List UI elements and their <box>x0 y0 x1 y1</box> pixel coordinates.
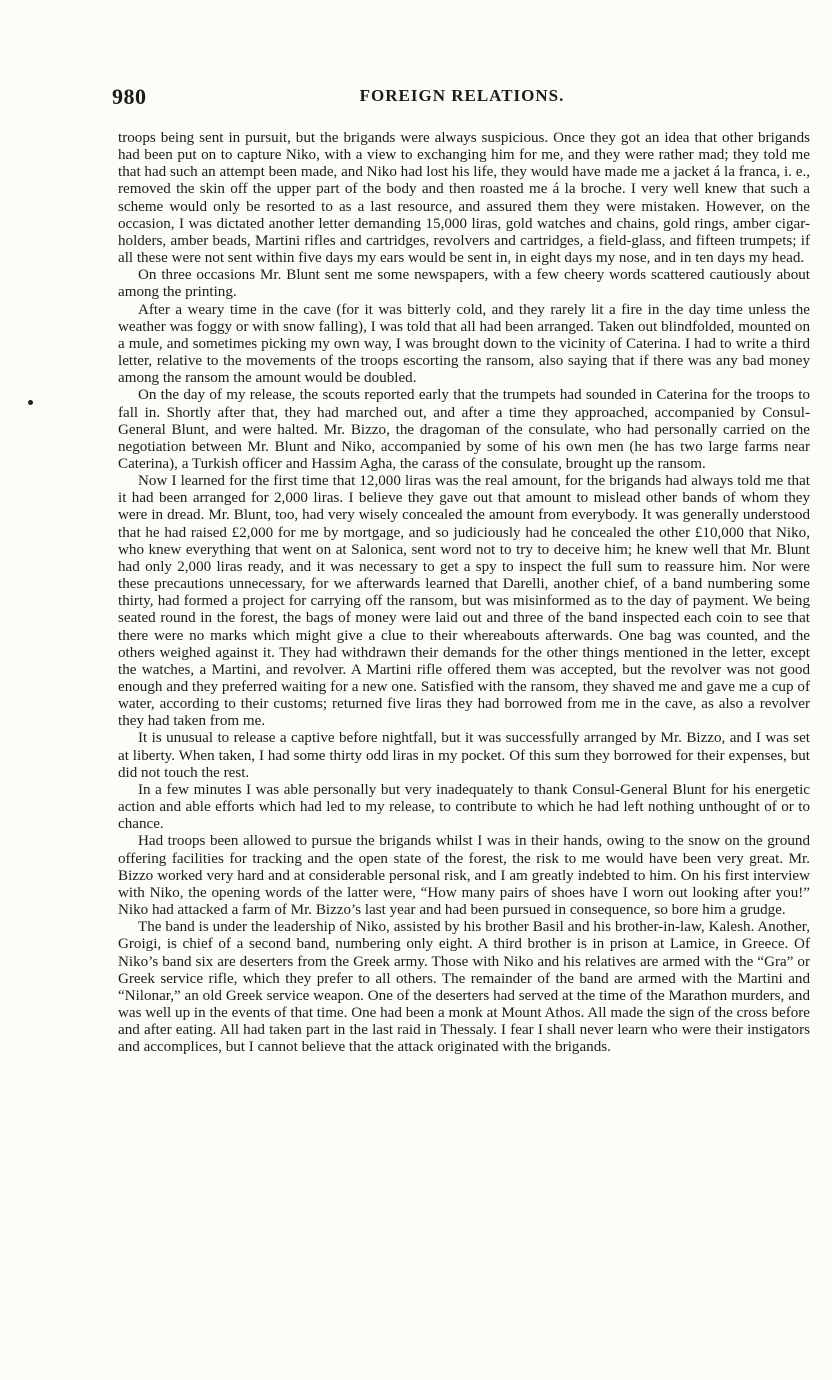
page-header <box>112 84 812 110</box>
paragraph: Had troops been allowed to pursue the brigands whilst I was in their hands, owing to the snow on the ground offering facilities for tracking and the open state of the forest, the risk to me would have been very great. Mr. Bizzo worked very hard and at considerable personal risk, and I am greatly indebted to him. On his first interview with Niko, the opening words of the latter were, “How many pairs of shoes have I worn out looking after you!” Niko had attacked a farm of Mr. Bizzo’s last year and had been pursued in consequence, so bore him a grudge. <box>118 833 810 919</box>
page-number: 980 <box>112 84 147 109</box>
paragraph: It is unusual to release a captive before nightfall, but it was successfully arranged by Mr. Bizzo, and I was set at liberty. When taken, I had some thirty odd liras in my pocket. Of this sum they borrowed for their expenses, but did not touch the rest. <box>118 730 810 781</box>
paragraph: troops being sent in pursuit, but the brigands were always suspicious. Once they got an idea that other brigands had been put on to capture Niko, with a view to exchanging him for me, and they were rather mad; they told me that had such an attempt been made, and Niko had lost his life, they would have made me a jacket á la franca, i. e., removed the skin off the upper part of the body and then roasted me á la broche. I very well knew that such a scheme would only be resorted to as a last resource, and assured them they were mistaken. However, on the occasion, I was dictated another letter demanding 15,000 liras, gold watches and chains, gold rings, amber cigar-holders, amber beads, Martini rifles and cartridges, revolvers and cartridges, a field-glass, and fifteen trumpets; if all these were not sent within five days my ears would be sent in, in eight days my nose, and in ten days my head. <box>118 130 810 267</box>
body-text <box>118 130 810 1056</box>
running-head: FOREIGN RELATIONS. <box>359 86 565 105</box>
paragraph: Now I learned for the first time that 12,000 liras was the real amount, for the brigands had always told me that it had been arranged for 2,000 liras. I believe they gave out that amount to mislead other bands of whom they were in dread. Mr. Blunt, too, had very wisely concealed the amount from everybody. It was generally understood that he had raised £2,000 for me by mortgage, and so judiciously had he concealed the other £10,000 that Niko, who knew everything that went on at Salonica, sent word not to try to deceive him; he knew well that Mr. Blunt had only 2,000 liras ready, and it was necessary to get a spy to inspect the full sum to reassure him. Nor were these precautions unnecessary, for we afterwards learned that Darelli, another chief, of a band numbering some thirty, had formed a project for carrying off the ransom, but was misinformed as to the day of payment. We being seated round in the forest, the bags of money were laid out and three of the band inspected each coin to see that there were no marks which might give a clue to their whereabouts afterwards. One bag was counted, and the others weighed against it. They had withdrawn their demands for the other things mentioned in the letter, except the watches, a Martini, and revolver. A Martini rifle offered them was accepted, but the revolver was not good enough and they preferred waiting for a new one. Satisfied with the ransom, they shaved me and gave me a cup of water, according to their customs; returned five liras they had borrowed from me in the cave, as also a revolver they had taken from me. <box>118 473 810 730</box>
margin-mark <box>28 400 33 405</box>
paragraph: The band is under the leadership of Niko, assisted by his brother Basil and his brother-in-law, Kalesh. Another, Groigi, is chief of a second band, numbering only eight. A third brother is in prison at Lamice, in Greece. Of Niko’s band six are deserters from the Greek army. Those with Niko and his relatives are armed with the “Gra” or Greek service rifle, which they prefer to all others. The remainder of the band are armed with the Martini and “Nilonar,” an old Greek service weapon. One of the deserters had served at the time of the Marathon murders, and was well up in the events of that time. One had been a monk at Mount Athos. All made the sign of the cross before and after eating. All had taken part in the last raid in Thessaly. I fear I shall never learn who were their instigators and accomplices, but I cannot believe that the attack originated with the brigands. <box>118 919 810 1056</box>
paragraph: On three occasions Mr. Blunt sent me some newspapers, with a few cheery words scattered cautiously about among the printing. <box>118 267 810 301</box>
paragraph: On the day of my release, the scouts reported early that the trumpets had sounded in Caterina for the troops to fall in. Shortly after that, they had marched out, and after a time they approached, accompanied by Consul-General Blunt, and were halted. Mr. Bizzo, the dragoman of the consulate, who had personally carried on the negotiation between Mr. Blunt and Niko, accompanied by some of his own men (he has two large farms near Caterina), a Turkish officer and Hassim Agha, the carass of the consulate, brought up the ransom. <box>118 387 810 472</box>
paragraph: After a weary time in the cave (for it was bitterly cold, and they rarely lit a fire in the day time unless the weather was foggy or with snow falling), I was told that all had been arranged. Taken out blindfolded, mounted on a mule, and sometimes picking my own way, I was brought down to the vicinity of Caterina. I had to write a third letter, relative to the movements of the troops escorting the ransom, also saying that if there was any bad money among the ransom the amount would be doubled. <box>118 301 810 387</box>
paragraph: In a few minutes I was able personally but very inadequately to thank Consul-General Blunt for his energetic action and able efforts which had led to my release, to contribute to which he had left nothing unthought of or to chance. <box>118 781 810 833</box>
